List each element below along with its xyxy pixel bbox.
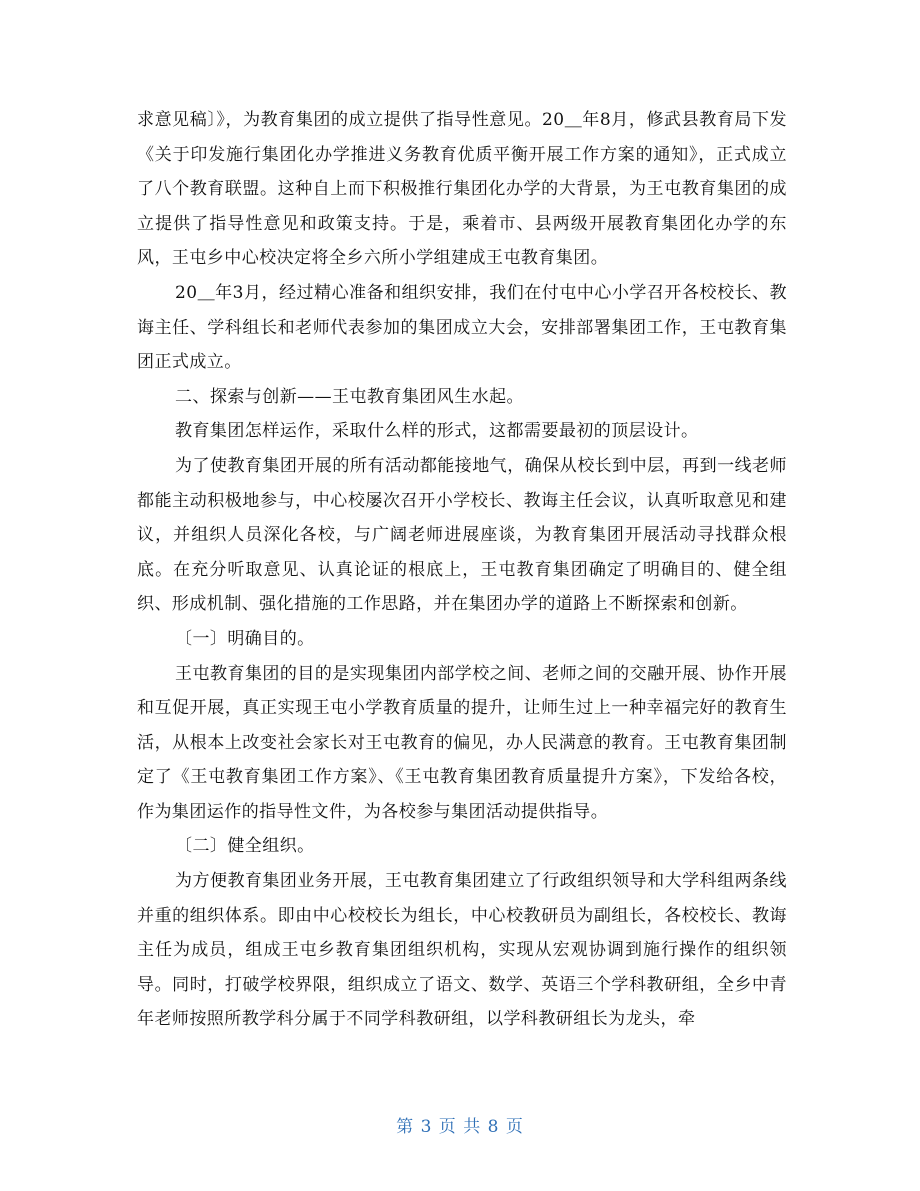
page-footer xyxy=(0,1112,920,1137)
paragraph-goals-detail: 王屯教育集团的目的是实现集团内部学校之间、老师之间的交融开展、协作开展和互促开展，真正实现王屯小学教育质量的提升，让师生过上一种幸福完好的教育生活，从根本上改变社会家长对王屯教育的偏见，办人民满意的教育。王屯教育集团制定了《王屯教育集团工作方案》、《王屯教育集团教育质量提升方案》，下发给各校，作为集团运作的指导性文件，为各校参与集团活动提供指导。 xyxy=(137,663,787,822)
paragraph-organization-detail: 为方便教育集团业务开展，王屯教育集团建立了行政组织领导和大学科组两条线并重的组织体系。即由中心校校长为组长，中心校教研员为副组长，各校校长、教诲主任为成员，组成王屯乡教育集团组织机构，实现从宏观协调到施行操作的组织领导。同时，打破学校界限，组织成立了语文、数学、英语三个学科教研组，全乡中青年老师按照所教学科分属于不同学科教研组，以学科教研组长为龙头，牵 xyxy=(137,871,787,1030)
page-number-label: 第 3 页 共 8 页 xyxy=(396,1117,524,1137)
paragraph-continued: 求意见稿〕》，为教育集团的成立提供了指导性意见。20＿年8月，修武县教育局下发《关于印发施行集团化办学推进义务教育优质平衡开展工作方案的通知》，正式成立了八个教育联盟。这种自上而下积极推行集团化办学的大背景，为王屯教育集团的成立提供了指导性意见和政策支持。于是，乘着市、县两级开展教育集团化办学的东风，王屯乡中心校决定将全乡六所小学组建成王屯教育集团。 xyxy=(137,110,787,269)
subheading-clear-goals: 〔一〕明确目的。 xyxy=(175,628,315,649)
paragraph-founding-date: 20＿年3月，经过精心准备和组织安排，我们在付屯中心小学召开各校校长、教诲主任、学科组长和老师代表参加的集团成立大会，安排部署集团工作，王屯教育集团正式成立。 xyxy=(137,282,787,373)
subheading-sound-organization: 〔二〕健全组织。 xyxy=(175,836,315,857)
document-body xyxy=(137,103,787,1037)
section-heading-explore-innovate: 二、探索与创新——王屯教育集团风生水起。 xyxy=(175,386,524,407)
paragraph-top-level-design: 教育集团怎样运作，采取什么样的形式，这都需要最初的顶层设计。 xyxy=(175,421,699,442)
paragraph-work-approach: 为了使教育集团开展的所有活动都能接地气，确保从校长到中层，再到一线老师都能主动积极地参与，中心校屡次召开小学校长、教诲主任会议，认真听取意见和建议，并组织人员深化各校，与广阔老师进展座谈，为教育集团开展活动寻找群众根底。在充分听取意见、认真论证的根底上，王屯教育集团确定了明确目的、健全组织、形成机制、强化措施的工作思路，并在集团办学的道路上不断探索和创新。 xyxy=(137,455,787,615)
